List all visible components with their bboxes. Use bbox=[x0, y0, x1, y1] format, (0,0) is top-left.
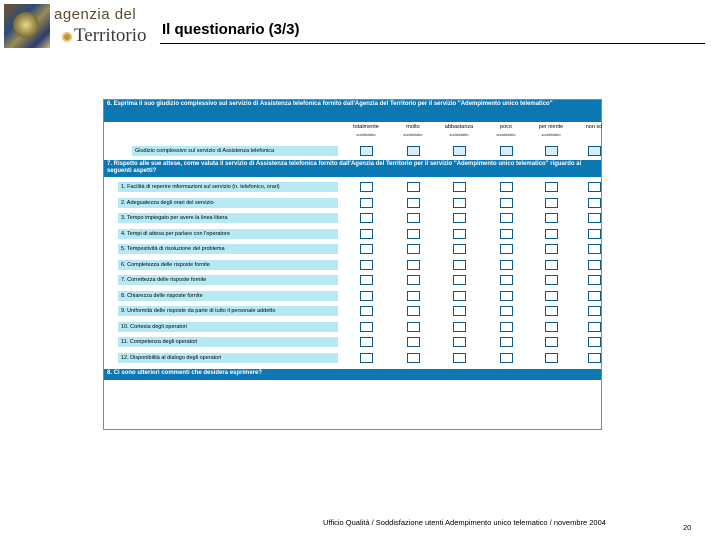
rating-checkbox[interactable] bbox=[360, 291, 373, 301]
rating-checkbox[interactable] bbox=[588, 244, 601, 254]
rating-checkbox[interactable] bbox=[545, 306, 558, 316]
question-7-header: 7. Rispetto alle sue attese, come valuta il servizio di Assistenza telefonica fornito dall'Agenzia del Territorio per il servizio "Adempimento unico telematico" riguardo ai seguenti aspetti? bbox=[104, 160, 601, 177]
rating-checkbox[interactable] bbox=[545, 182, 558, 192]
rating-checkbox[interactable] bbox=[360, 182, 373, 192]
rating-checkbox[interactable] bbox=[407, 182, 420, 192]
rating-checkbox[interactable] bbox=[360, 229, 373, 239]
rating-checkbox[interactable] bbox=[407, 146, 420, 156]
column-header-label: molto bbox=[406, 124, 420, 130]
rating-checkbox[interactable] bbox=[407, 275, 420, 285]
rating-checkbox[interactable] bbox=[500, 353, 513, 363]
rating-checkbox[interactable] bbox=[407, 229, 420, 239]
rating-checkbox[interactable] bbox=[500, 244, 513, 254]
rating-checkbox[interactable] bbox=[453, 213, 466, 223]
rating-checkbox[interactable] bbox=[500, 275, 513, 285]
rating-checkbox[interactable] bbox=[588, 275, 601, 285]
rating-checkbox[interactable] bbox=[407, 337, 420, 347]
rating-checkbox[interactable] bbox=[407, 306, 420, 316]
rating-checkbox[interactable] bbox=[453, 146, 466, 156]
rating-checkbox[interactable] bbox=[500, 306, 513, 316]
rating-checkbox[interactable] bbox=[545, 291, 558, 301]
rating-checkbox[interactable] bbox=[453, 244, 466, 254]
rating-checkbox[interactable] bbox=[360, 275, 373, 285]
rating-checkbox[interactable] bbox=[500, 260, 513, 270]
rating-checkbox[interactable] bbox=[545, 353, 558, 363]
rating-checkbox[interactable] bbox=[500, 291, 513, 301]
question-7-row-label: 12. Disponibilità al dialogo degli operatori bbox=[118, 353, 338, 363]
rating-checkbox[interactable] bbox=[588, 322, 601, 332]
rating-checkbox[interactable] bbox=[453, 198, 466, 208]
question-8-header: 8. Ci sono ulteriori commenti che desidera esprimere? bbox=[104, 369, 601, 380]
column-header bbox=[437, 124, 481, 138]
column-header-label: non so bbox=[585, 124, 603, 130]
column-header bbox=[572, 124, 616, 131]
column-header-sublabel: soddisfatto bbox=[541, 132, 561, 137]
question-6-header: 6. Esprima il suo giudizio complessivo sul servizio di Assistenza telefonica fornito dall'Agenzia del Territorio per il servizio "Adempimento unico telematico" bbox=[104, 100, 601, 122]
column-header-label: totalmente bbox=[353, 124, 379, 130]
rating-checkbox[interactable] bbox=[360, 146, 373, 156]
rating-checkbox[interactable] bbox=[360, 337, 373, 347]
column-header-sublabel: soddisfatto bbox=[356, 132, 376, 137]
column-header-sublabel: soddisfatto bbox=[449, 132, 469, 137]
rating-checkbox[interactable] bbox=[545, 146, 558, 156]
rating-checkbox[interactable] bbox=[453, 322, 466, 332]
question-7-row-label: 9. Uniformità delle risposte da parte di tutto il personale addetto bbox=[118, 306, 338, 316]
rating-checkbox[interactable] bbox=[407, 244, 420, 254]
rating-checkbox[interactable] bbox=[500, 213, 513, 223]
rating-checkbox[interactable] bbox=[407, 322, 420, 332]
rating-checkbox[interactable] bbox=[407, 353, 420, 363]
logo-emblem-image bbox=[4, 4, 50, 48]
question-7-row-label: 1. Facilità di reperire informazioni sul servizio (n. telefonico, orari) bbox=[118, 182, 338, 192]
question-7-row-label: 11. Competenza degli operatori bbox=[118, 337, 338, 347]
rating-checkbox[interactable] bbox=[588, 146, 601, 156]
rating-checkbox[interactable] bbox=[453, 182, 466, 192]
rating-checkbox[interactable] bbox=[545, 322, 558, 332]
rating-checkbox[interactable] bbox=[545, 260, 558, 270]
logo-text-line1: agenzia del bbox=[54, 6, 137, 23]
column-header-sublabel: soddisfatto bbox=[496, 132, 516, 137]
rating-checkbox[interactable] bbox=[588, 229, 601, 239]
rating-checkbox[interactable] bbox=[360, 198, 373, 208]
rating-checkbox[interactable] bbox=[588, 291, 601, 301]
rating-checkbox[interactable] bbox=[545, 229, 558, 239]
rating-checkbox[interactable] bbox=[360, 306, 373, 316]
rating-checkbox[interactable] bbox=[588, 353, 601, 363]
rating-checkbox[interactable] bbox=[360, 353, 373, 363]
rating-checkbox[interactable] bbox=[588, 213, 601, 223]
column-header-label: poco bbox=[500, 124, 512, 130]
agenzia-territorio-logo bbox=[4, 4, 154, 48]
question-7-row-label: 7. Correttezza delle risposte fornite bbox=[118, 275, 338, 285]
rating-checkbox[interactable] bbox=[360, 322, 373, 332]
rating-checkbox[interactable] bbox=[588, 306, 601, 316]
rating-checkbox[interactable] bbox=[407, 291, 420, 301]
column-header bbox=[484, 124, 528, 138]
rating-checkbox[interactable] bbox=[588, 182, 601, 192]
question-7-row-label: 5. Tempestività di risoluzione del problema bbox=[118, 244, 338, 254]
rating-checkbox[interactable] bbox=[500, 322, 513, 332]
rating-checkbox[interactable] bbox=[545, 198, 558, 208]
page-number: 20 bbox=[683, 523, 692, 532]
column-header bbox=[344, 124, 388, 138]
question-6-row-label: Giudizio complessivo sul servizio di Assistenza telefonica bbox=[132, 146, 338, 156]
column-header bbox=[391, 124, 435, 138]
rating-checkbox[interactable] bbox=[500, 198, 513, 208]
rating-checkbox[interactable] bbox=[360, 260, 373, 270]
rating-checkbox[interactable] bbox=[545, 244, 558, 254]
question-7-row-label: 8. Chiarezza delle risposte fornite bbox=[118, 291, 338, 301]
rating-checkbox[interactable] bbox=[360, 244, 373, 254]
rating-checkbox[interactable] bbox=[360, 213, 373, 223]
rating-checkbox[interactable] bbox=[545, 213, 558, 223]
rating-checkbox[interactable] bbox=[453, 337, 466, 347]
questionnaire-form bbox=[103, 99, 602, 430]
column-header-label: abbastanza bbox=[444, 124, 474, 130]
rating-checkbox[interactable] bbox=[588, 337, 601, 347]
rating-checkbox[interactable] bbox=[545, 337, 558, 347]
question-7-row-label: 3. Tempo impiegato per avere la linea libera bbox=[118, 213, 338, 223]
question-7-row-label: 6. Completezza delle risposte fornite bbox=[118, 260, 338, 270]
rating-checkbox[interactable] bbox=[500, 229, 513, 239]
rating-checkbox[interactable] bbox=[545, 275, 558, 285]
column-header bbox=[529, 124, 573, 138]
slide-title: Il questionario (3/3) bbox=[162, 21, 300, 38]
rating-checkbox[interactable] bbox=[500, 146, 513, 156]
rating-checkbox[interactable] bbox=[500, 337, 513, 347]
question-7-row-label: 2. Adeguatezza degli orari del servizio bbox=[118, 198, 338, 208]
rating-checkbox[interactable] bbox=[453, 291, 466, 301]
title-underline bbox=[160, 43, 705, 44]
comments-textarea[interactable] bbox=[104, 380, 601, 428]
question-7-row-label: 10. Cortesia degli operatori bbox=[118, 322, 338, 332]
rating-checkbox[interactable] bbox=[588, 260, 601, 270]
rating-checkbox[interactable] bbox=[453, 260, 466, 270]
rating-checkbox[interactable] bbox=[453, 353, 466, 363]
rating-checkbox[interactable] bbox=[407, 260, 420, 270]
rating-checkbox[interactable] bbox=[407, 198, 420, 208]
logo-text-line2: Territorio bbox=[74, 25, 147, 46]
rating-checkbox[interactable] bbox=[407, 213, 420, 223]
rating-checkbox[interactable] bbox=[453, 275, 466, 285]
rating-checkbox[interactable] bbox=[500, 182, 513, 192]
column-header-label: per niente bbox=[538, 124, 564, 130]
question-7-row-label: 4. Tempi di attesa per parlare con l'operatore bbox=[118, 229, 338, 239]
rating-checkbox[interactable] bbox=[453, 229, 466, 239]
rating-checkbox[interactable] bbox=[588, 198, 601, 208]
column-header-sublabel: soddisfatto bbox=[403, 132, 423, 137]
rating-checkbox[interactable] bbox=[453, 306, 466, 316]
footer-text: Ufficio Qualità / Soddisfazione utenti Adempimento unico telematico / novembre 2004 bbox=[323, 518, 606, 527]
